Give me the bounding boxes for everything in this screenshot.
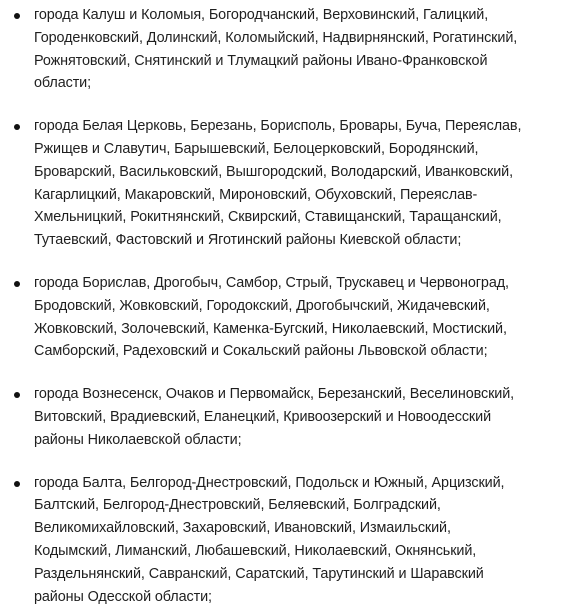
list-item-text-line: Ржищев и Славутич, Барышевский, Белоцерковский, Бородянский,	[34, 140, 479, 157]
list-item-text-line: города Борислав, Дрогобыч, Самбор, Стрый, Трускавец и Червоноград,	[34, 274, 509, 291]
list-item-text-line: Городенковский, Долинский, Коломыйский, Надвирнянский, Рогатинский,	[34, 29, 518, 46]
list-item-text-line: Раздельнянский, Савранский, Саратский, Тарутинский и Шаравский	[34, 565, 484, 582]
list-item-text-line: районы Николаевской области;	[34, 431, 242, 448]
list-item-text-line: Тутаевский, Фастовский и Яготинский районы Киевской области;	[34, 232, 462, 249]
list-item-text-line: Самборский, Радеховский и Сокальский районы Львовской области;	[34, 343, 488, 360]
list-item-text-line: Броварский, Васильковский, Вышгородский, Володарский, Иванковский,	[34, 163, 514, 180]
list-item	[14, 115, 572, 252]
list-item-text-line: Бродовский, Жовковский, Городокский, Дрогобычский, Жидачевский,	[34, 297, 490, 314]
list-item-text-line: города Калуш и Коломыя, Богородчанский, Верховинский, Галицкий,	[34, 7, 489, 23]
list-item-text-line: области;	[34, 75, 92, 92]
list-item-text-line: Великомихайловский, Захаровский, Ивановский, Измаильский,	[34, 520, 451, 537]
list-item-text-line: Хмельницкий, Рокитнянский, Сквирский, Ставищанский, Таращанский,	[34, 209, 502, 226]
list-item-text-line: города Вознесенск, Очаков и Первомайск, Березанский, Веселиновский,	[34, 386, 515, 403]
list-item	[14, 272, 572, 363]
list-item-text-line: Жовковский, Золочевский, Каменка-Бугский, Николаевский, Мостиский,	[34, 320, 507, 337]
list-item	[14, 383, 572, 451]
bullet-icon	[14, 481, 20, 487]
list-item-text-line: районы Одесской области;	[34, 588, 212, 605]
list-item	[14, 4, 572, 95]
list-item-text-line: Кодымский, Лиманский, Любашевский, Николаевский, Окнянський,	[34, 542, 477, 559]
region-list	[14, 4, 572, 608]
list-item-text-line: города Балта, Белгород-Днестровский, Подольск и Южный, Арцизский,	[34, 474, 505, 491]
bullet-icon	[14, 13, 20, 19]
list-item-text-line: города Белая Церковь, Березань, Борисполь, Бровары, Буча, Переяслав,	[34, 118, 522, 135]
list-item-text-line: Балтский, Белгород-Днестровский, Беляевский, Болградский,	[34, 497, 441, 514]
bullet-icon	[14, 281, 20, 287]
list-item-text-line: Витовский, Врадиевский, Еланецкий, Кривоозерский и Новоодесский	[34, 408, 492, 425]
bullet-icon	[14, 124, 20, 130]
bullet-icon	[14, 392, 20, 398]
list-item	[14, 472, 572, 608]
list-item-text-line: Кагарлицкий, Макаровский, Мироновский, Обуховский, Переяслав-	[34, 186, 478, 203]
list-item-text-line: Рожнятовский, Снятинский и Тлумацкий районы Ивано-Франковской	[34, 52, 488, 69]
